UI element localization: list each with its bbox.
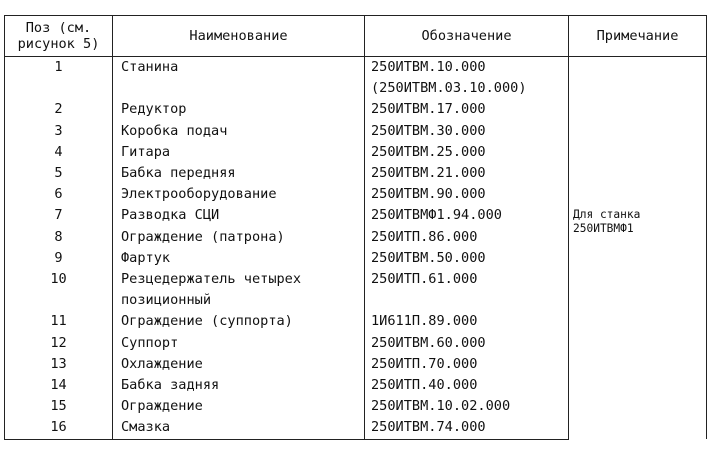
row-name: Станина bbox=[113, 57, 365, 100]
row-designation: 250ИТВМ.17.000 bbox=[365, 99, 569, 120]
row-pos: 9 bbox=[5, 248, 113, 269]
row-designation: 250ИТВМ.10.000 (250ИТВМ.03.10.000) bbox=[365, 57, 569, 100]
row-pos: 4 bbox=[5, 142, 113, 163]
row-name: Гитара bbox=[113, 142, 365, 163]
row-name: Смазка bbox=[113, 417, 365, 439]
row-name: Ограждение (суппорта) bbox=[113, 311, 365, 332]
row-name: Редуктор bbox=[113, 99, 365, 120]
row-designation: 250ИТП.86.000 bbox=[365, 227, 569, 248]
row-pos: 5 bbox=[5, 163, 113, 184]
header-name: Наименование bbox=[113, 16, 365, 57]
row-name: Суппорт bbox=[113, 333, 365, 354]
row-pos: 10 bbox=[5, 269, 113, 311]
row-name: Бабка задняя bbox=[113, 375, 365, 396]
note-cell bbox=[569, 57, 707, 440]
row-name: Бабка передняя bbox=[113, 163, 365, 184]
row-pos: 1 bbox=[5, 57, 113, 100]
header-note: Примечание bbox=[569, 16, 707, 57]
row-pos: 12 bbox=[5, 333, 113, 354]
row-pos: 16 bbox=[5, 417, 113, 439]
row-pos: 8 bbox=[5, 227, 113, 248]
row-designation: 250ИТВМ.50.000 bbox=[365, 248, 569, 269]
row-name: Ограждение (патрона) bbox=[113, 227, 365, 248]
row-name: Разводка СЦИ bbox=[113, 205, 365, 226]
parts-table bbox=[4, 15, 707, 440]
row-name: Фартук bbox=[113, 248, 365, 269]
row-designation: 250ИТВМФ1.94.000 bbox=[365, 205, 569, 226]
row-name: Электрооборудование bbox=[113, 184, 365, 205]
row-designation: 250ИТВМ.21.000 bbox=[365, 163, 569, 184]
row-pos: 7 bbox=[5, 205, 113, 226]
row-note: Для станка 250ИТВМФ1 bbox=[573, 208, 641, 235]
row-designation: 250ИТП.70.000 bbox=[365, 354, 569, 375]
row-designation: 1И611П.89.000 bbox=[365, 311, 569, 332]
row-pos: 6 bbox=[5, 184, 113, 205]
header-row bbox=[5, 16, 707, 57]
table-body bbox=[5, 57, 707, 440]
header-pos: Поз (см. рисунок 5) bbox=[5, 16, 113, 57]
row-designation: 250ИТВМ.74.000 bbox=[365, 417, 569, 439]
row-pos: 11 bbox=[5, 311, 113, 332]
row-pos: 13 bbox=[5, 354, 113, 375]
row-pos: 2 bbox=[5, 99, 113, 120]
header-designation: Обозначение bbox=[365, 16, 569, 57]
row-pos: 15 bbox=[5, 396, 113, 417]
table-row bbox=[5, 57, 707, 100]
row-name: Резцедержатель четырех позиционный bbox=[113, 269, 365, 311]
row-pos: 3 bbox=[5, 121, 113, 142]
row-name: Ограждение bbox=[113, 396, 365, 417]
row-designation: 250ИТВМ.10.02.000 bbox=[365, 396, 569, 417]
row-designation: 250ИТВМ.25.000 bbox=[365, 142, 569, 163]
row-designation: 250ИТВМ.30.000 bbox=[365, 121, 569, 142]
row-designation: 250ИТВМ.60.000 bbox=[365, 333, 569, 354]
row-name: Охлаждение bbox=[113, 354, 365, 375]
row-name: Коробка подач bbox=[113, 121, 365, 142]
row-pos: 14 bbox=[5, 375, 113, 396]
row-designation: 250ИТП.40.000 bbox=[365, 375, 569, 396]
row-designation: 250ИТП.61.000 bbox=[365, 269, 569, 311]
row-designation: 250ИТВМ.90.000 bbox=[365, 184, 569, 205]
